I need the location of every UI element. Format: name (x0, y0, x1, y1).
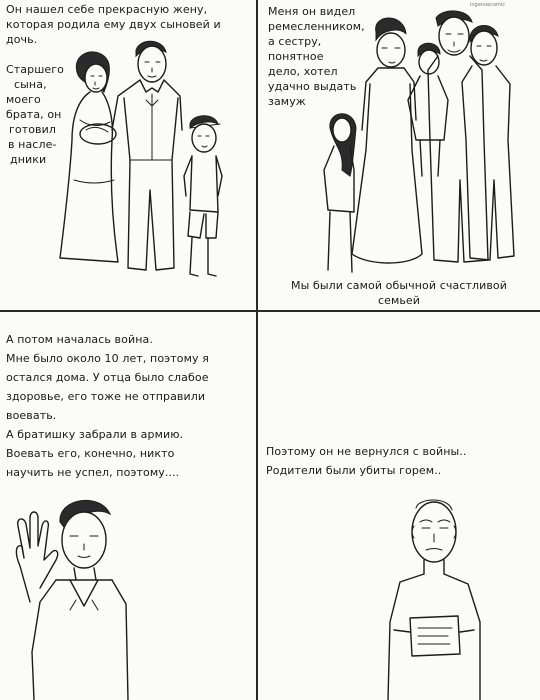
family-group-drawing (258, 0, 540, 310)
caption-line: Воевать его, конечно, никто (6, 447, 175, 460)
caption-line: понятное (268, 50, 324, 63)
caption-line: сына, (14, 78, 47, 91)
caption-line: остался дома. У отца было слабое (6, 371, 209, 384)
brother-waving-drawing (0, 312, 256, 700)
caption-line: Меня он видел (268, 5, 356, 18)
caption-line: в насле- (8, 138, 57, 151)
caption-line: дочь. (6, 33, 38, 46)
caption-line: здоровье, его тоже не отправили (6, 390, 206, 403)
caption-line: удачно выдать (268, 80, 357, 93)
mother-figure (60, 52, 118, 262)
caption-line: А потом началась война. (6, 333, 153, 346)
mother-figure (352, 18, 422, 263)
elder-son-figure (462, 26, 514, 261)
son-figure (184, 116, 222, 276)
young-girl-figure (324, 114, 356, 272)
caption-line: готовил (9, 123, 57, 136)
caption-line: а сестру, (268, 35, 322, 48)
panel-family-portrait (0, 0, 256, 310)
caption-line: замуж (268, 95, 306, 108)
caption-line: брата, он (6, 108, 62, 121)
caption-line: дело, хотел (268, 65, 338, 78)
caption-line: научить не успел, поэтому.... (6, 466, 180, 479)
panel-family-group (258, 0, 540, 310)
caption-line: моего (6, 93, 41, 106)
caption-line: Мы были самой обычной счастливой (290, 279, 508, 292)
caption-line: Старшего (6, 63, 64, 76)
caption-line: ремесленником, (268, 20, 365, 33)
caption-line: семьей (377, 294, 421, 307)
father-figure (112, 41, 182, 270)
family-drawing (0, 0, 256, 310)
grieving-father-drawing (258, 312, 540, 700)
caption-line: Поэтому он не вернулся с войны.. (266, 445, 467, 458)
daughter-figure (408, 43, 448, 176)
caption-line: Он нашел себе прекрасную жену, (6, 3, 208, 16)
old-father-figure (388, 500, 480, 700)
caption-line: А братишку забрали в армию. (6, 428, 184, 441)
caption-line: дники (10, 153, 47, 166)
panel-did-not-return (258, 312, 540, 700)
caption-line: Родители были убиты горем.. (266, 464, 442, 477)
artist-signature: ingenuecomic (470, 2, 506, 8)
panel-war-began (0, 312, 256, 700)
caption-line: которая родила ему двух сыновей и (6, 18, 221, 31)
caption-line: Мне было около 10 лет, поэтому я (6, 352, 209, 365)
brother-figure (16, 500, 128, 700)
caption-line: воевать. (6, 409, 57, 422)
